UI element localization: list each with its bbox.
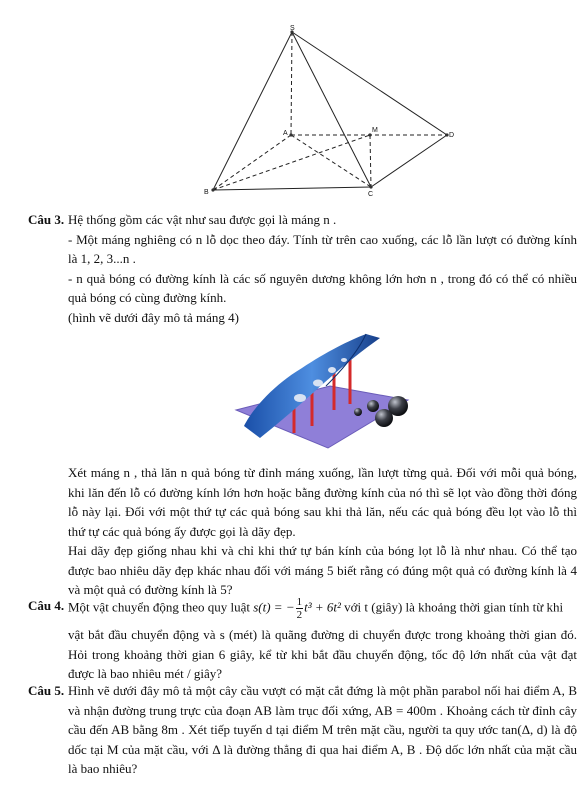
pyramid-figure	[195, 22, 465, 197]
question-4	[28, 596, 577, 684]
q3-line4: (hình vẽ dưới đây mô tả máng 4)	[68, 309, 239, 325]
q5-text: Hình vẽ dưới đây mô tả một cây cầu vượt có mặt cắt đứng là một phần parabol nối hai điểm A, B và nhận đường trung trực của đoạn AB làm trục đối xứng, AB = 400m . Khoảng cách từ đỉnh cây cầu đến AB bằng 8m . Xét tiếp tuyến d tại điểm M trên mặt cầu, người ta quy ước tan(Δ, d) là độ dốc tại M của mặt cầu, với Δ là đường thẳng đi qua hai điểm A, B . Độ dốc lớn nhất của mặt cầu là bao nhiêu?	[68, 683, 577, 776]
q4-fraction-num: 1	[296, 596, 303, 608]
q4-after-formula: với t (giây) là khoảng thời gian tính từ khi	[344, 599, 564, 615]
q4-fraction-den: 2	[296, 609, 303, 621]
q4-formula-lhs: s(t) = −	[253, 599, 295, 615]
question-number: Câu 4.	[28, 598, 65, 613]
question-3-continued	[28, 463, 577, 600]
label-c: C	[368, 191, 374, 197]
question-number: Câu 5.	[28, 683, 65, 698]
q4-formula-rhs: t³ + 6t²	[304, 599, 341, 615]
q3-line1: Hệ thống gồm các vật như sau được gọi là máng n .	[68, 212, 337, 227]
label-s: S	[290, 25, 295, 32]
question-5	[28, 681, 577, 779]
q3-line2: - Một máng nghiêng có n lỗ dọc theo đáy. Tính từ trên cao xuống, các lỗ lần lượt có đường kính là 1, 2, 3...n .	[68, 231, 577, 266]
q3-paragraph-3: Hai dãy đẹp giống nhau khi và chỉ khi thứ tự bán kính của bóng lọt lỗ là như nhau. Có thể tạo được bao nhiêu dãy đẹp khác nhau đối với máng 5 biết rằng có đúng một quả có đường kính là 4 và một quả có đường kính là 5?	[68, 543, 577, 597]
q4-line2: vật bắt đầu chuyển động và s (mét) là quãng đường di chuyển được trong khoảng thời gian đó. Hỏi trong khoảng thời gian 6 giây, kể từ khi bắt đầu chuyển động, tốc độ lớn nhất của vật đạt được là bao nhiêu mét / giây?	[68, 627, 577, 681]
q3-paragraph-2: Xét máng n , thả lăn n quả bóng từ đỉnh máng xuống, lần lượt từng quả. Đối với mỗi quả bóng, khi lăn đến lỗ có đường kính lớn hơn hoặc bằng đường kính của nó thì sẽ lọt vào đồng thời đóng lỗ này lại. Đối với một thứ tự các quả bóng sau khi thả lăn, nếu các quả bóng đều lọt vào lỗ thì thứ tự các quả bóng ấy được gọi là dãy đẹp.	[68, 465, 577, 539]
question-number: Câu 3.	[28, 212, 65, 227]
q3-line3: - n quả bóng có đường kính là các số nguyên dương không lớn hơn n , trong đó có thể có nhiều quả bóng có cùng đường kính.	[68, 270, 577, 305]
label-d: D	[449, 132, 455, 139]
q4-intro: Một vật chuyển động theo quy luật	[68, 599, 250, 615]
label-b: B	[204, 189, 209, 196]
q4-line1	[68, 596, 577, 621]
q4-fraction	[296, 596, 304, 621]
label-a: A	[283, 130, 288, 137]
chute-figure	[230, 330, 412, 452]
label-m: M	[372, 127, 378, 134]
question-3	[28, 210, 577, 327]
